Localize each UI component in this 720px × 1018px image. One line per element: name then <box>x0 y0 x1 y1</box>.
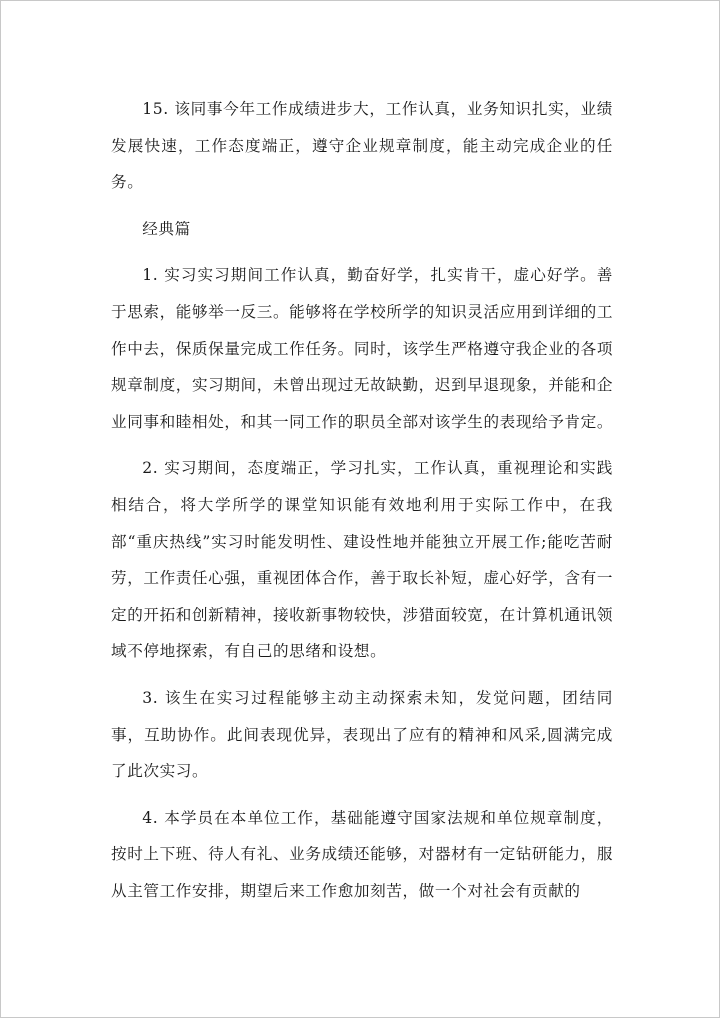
paragraph-15: 15. 该同事今年工作成绩进步大，工作认真，业务知识扎实，业绩发展快速，工作态度端正，遵守企业规章制度，能主动完成企业的任务。 <box>111 100 613 192</box>
paragraph-3: 3. 该生在实习过程能够主动主动探索未知，发觉问题，团结同事，互助协作。此间表现优异，表现出了应有的精神和风采,圆满完成了此次实习。 <box>111 688 613 781</box>
section-heading: 经典篇 <box>142 219 191 238</box>
paragraph-4: 4. 本学员在本单位工作，基础能遵守国家法规和单位规章制度，按时上下班、待人有礼、业务成绩还能够，对器材有一定钻研能力，服从主管工作安排，期望后来工作愈加刻苦，做一个对社会有贡献的 <box>111 808 614 900</box>
paragraph-1: 1. 实习实习期间工作认真，勤奋好学，扎实肯干，虚心好学。善于思索，能够举一反三。能够将在学校所学的知识灵活应用到详细的工作中去，保质保量完成工作任务。同时，该学生严格遵守我企业的各项规章制度，实习期间，未曾出现过无故缺勤，迟到早退现象，并能和企业同事和睦相处，和其一同工作的职员全部对该学生的表现给予肯定。 <box>111 266 614 431</box>
document-body <box>111 91 613 919</box>
paragraph-2: 2. 实习期间，态度端正，学习扎实，工作认真，重视理论和实践相结合，将大学所学的课堂知识能有效地利用于实际工作中，在我部“重庆热线”实习时能发明性、建设性地并能独立开展工作;能吃苦耐劳，工作责任心强，重视团体合作，善于取长补短，虚心好学，含有一定的开拓和创新精神，接收新事物较快，涉猎面较宽，在计算机通讯领域不停地探索，有自己的思绪和设想。 <box>111 459 614 661</box>
